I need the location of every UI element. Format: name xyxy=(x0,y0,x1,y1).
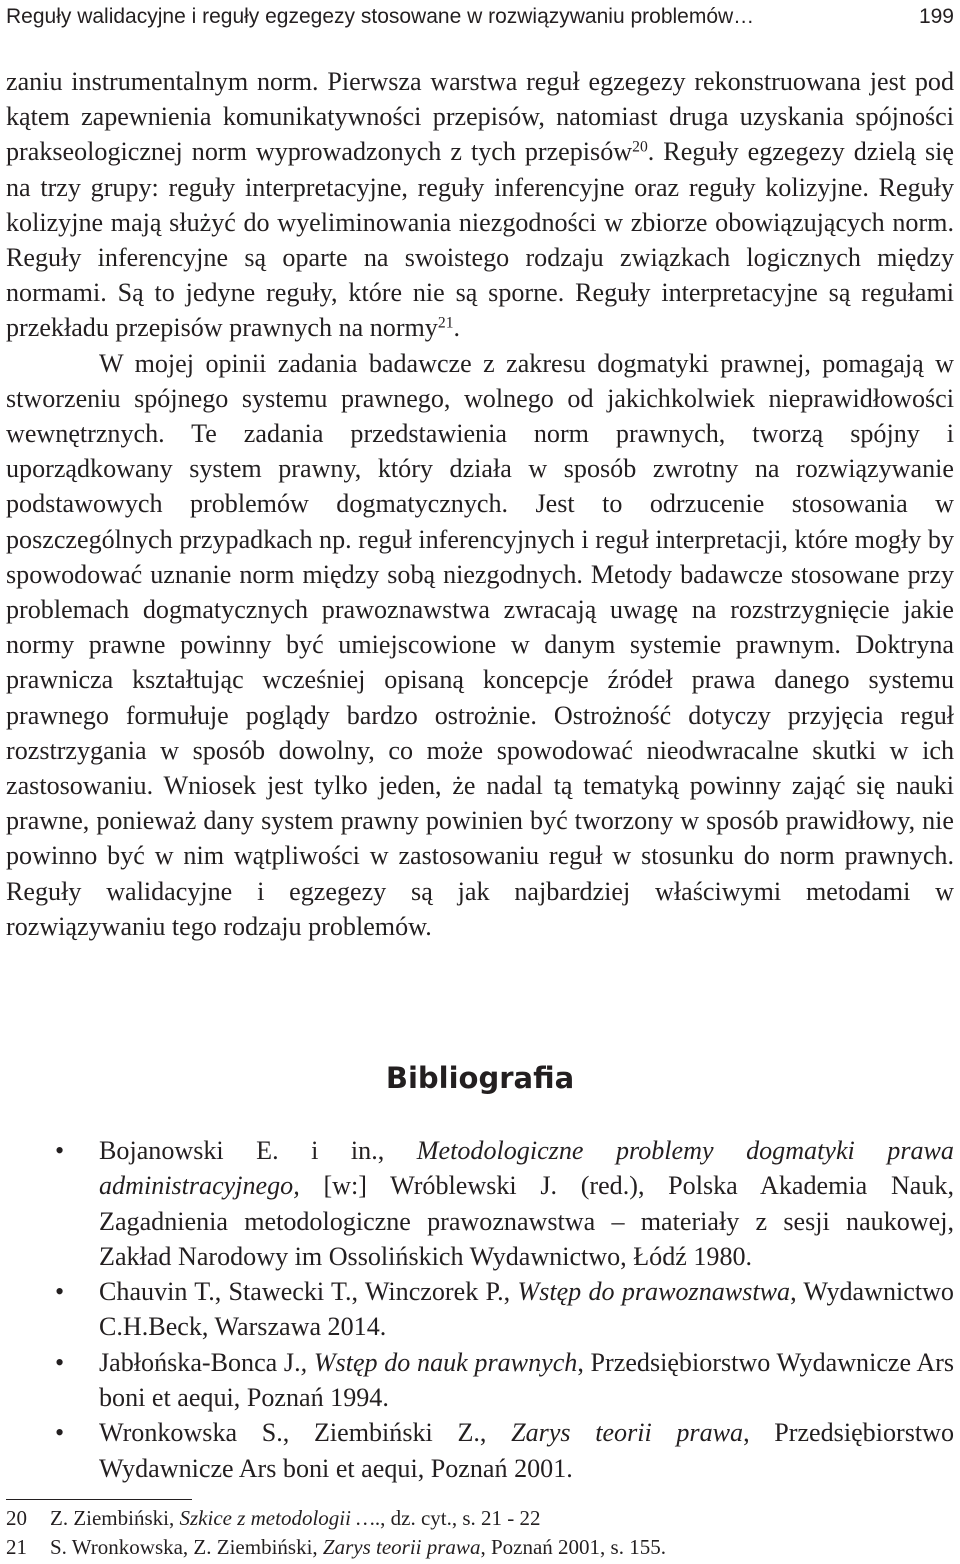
bullet-icon: • xyxy=(55,1136,65,1165)
bib-title: Zarys teorii prawa xyxy=(511,1418,744,1448)
bullet-icon: • xyxy=(55,1418,65,1448)
bibliography-entry xyxy=(0,1415,960,1486)
bib-authors: Bojanowski E. i in., xyxy=(99,1136,385,1165)
footnote-20 xyxy=(6,1504,954,1533)
footnote-ref-20[interactable]: 20 xyxy=(632,138,648,156)
footnote-ref-21[interactable]: 21 xyxy=(437,314,454,332)
footnote-number: 21 xyxy=(6,1535,27,1559)
footnote-separator xyxy=(6,1499,192,1500)
paragraph-1-text-c: . xyxy=(453,313,461,343)
bib-title: Wstęp do prawoznawstwa xyxy=(517,1277,791,1307)
page-number: 199 xyxy=(918,5,954,28)
bullet-icon: • xyxy=(55,1277,65,1307)
bib-publication: [w:] Wróblewski J. (red.), Polska Akademia Nauk, Zagadnienia metodologiczne prawoznawstwa – materiały z sesji naukowej, Zakład Narodowy im Ossolińskich Wydawnictwo, Łódź 1980. xyxy=(99,1171,954,1271)
bib-title: Metodologiczne problemy dogmatyki prawa administracyjnego, xyxy=(99,1136,954,1201)
bib-publication: , Wydawnictwo C.H.Beck, Warszawa 2014. xyxy=(99,1277,954,1342)
bibliography-entry xyxy=(0,1133,960,1274)
paragraph-1 xyxy=(6,64,954,346)
bib-publication: , Przedsiębiorstwo Wydawnicze Ars boni et aequi, Poznań 2001. xyxy=(99,1418,954,1483)
footnotes xyxy=(6,1504,954,1562)
paragraph-1-text-b: . Reguły egzegezy dzielą się na trzy grupy: reguły interpretacyjne, reguły inferencyjne oraz reguły kolizyjne. Reguły kolizyjne mają służyć do wyeliminowania niezgodności w zbiorze obowiązujących norm. Reguły inferencyjne są oparte na swoistego rodzaju związkach logicznych między normami. Są to jedyne reguły, które nie są sporne. Reguły interpretacyjne są regułami przekładu przepisów prawnych na normy xyxy=(6,137,954,343)
paragraph-1-text-a: zaniu instrumentalnym norm. Pierwsza warstwa reguł egzegezy rekonstruowana jest pod kątem zapewnienia komunikatywności przepisów, natomiast druga uzyskania spójności prakseologicznej norm wyprowadzonych z tych przepisów xyxy=(6,67,954,167)
footnote-author: Z. Ziembiński, xyxy=(50,1506,175,1530)
footnote-author: S. Wronkowska, Z. Ziembiński, xyxy=(50,1535,318,1559)
paragraph-2: W mojej opinii zadania badawcze z zakresu dogmatyki prawnej, pomagają w stworzeniu spójnego systemu prawnego, wolnego od jakichkolwiek nieprawidłowości wewnętrznych. Te zadania przedstawienia norm prawnych, tworzą spójny i uporządkowany system prawny, który działa w sposób zwrotny na rozwiązywanie podstawowych problemów dogmatycznych. Jest to odrzucenie stosowania w poszczególnych przypadkach np. reguł inferencyjnych i reguł interpretacji, które mogły by spowodować uznanie norm między sobą niezgodnych. Metody badawcze stosowane przy problemach dogmatycznych prawoznawstwa zwracają uwagę na rozstrzygnięcie jakie normy prawne powinny być umiejscowione w danym systemie prawnym. Doktryna prawnicza kształtując wcześniej opisaną koncepcje źródeł prawa danego systemu prawnego formułuje poglądy bardzo ostrożnie. Ostrożność dotyczy przyjęcia reguł rozstrzygania w sposób dowolny, co może spowodować nieodwracalne skutki w ich zastosowaniu. Wniosek jest tylko jeden, że nadal tą tematyką powinny zająć się nauki prawne, ponieważ dany system prawny powinien być tworzony w sposób prawidłowy, nie powinno być w nim wątpliwości w zastosowaniu reguł w stosunku do norm prawnych. Reguły walidacyjne i egzegezy są jak najbardziej właściwymi metodami w rozwiązywaniu tego rodzaju problemów. xyxy=(6,348,954,941)
bibliography-list xyxy=(0,1133,960,1486)
running-header xyxy=(6,0,954,36)
footnote-rest: ., dz. cyt., s. 21 - 22 xyxy=(374,1506,541,1530)
footnote-number: 20 xyxy=(6,1506,27,1530)
bibliography-entry xyxy=(0,1274,960,1345)
bibliography-entry xyxy=(0,1345,960,1416)
footnote-rest: , Poznań 2001, s. 155. xyxy=(480,1535,666,1559)
main-text xyxy=(6,64,954,944)
running-title: Reguły walidacyjne i reguły egzegezy stosowane w rozwiązywaniu problemów… xyxy=(6,5,755,28)
footnote-title: Zarys teorii prawa xyxy=(322,1535,481,1559)
bib-title: , Wstęp do nauk prawnych xyxy=(300,1347,578,1377)
bib-publication: , Przedsiębiorstwo Wydawnicze Ars boni et aequi, Poznań 1994. xyxy=(99,1347,955,1413)
bib-authors: Wronkowska S., Ziembiński Z., xyxy=(99,1418,487,1448)
footnote-21 xyxy=(6,1533,954,1562)
bullet-icon: • xyxy=(55,1347,65,1377)
bibliography-heading: Bibliografia xyxy=(385,1061,575,1095)
bib-authors: Jabłońska-Bonca J. xyxy=(99,1347,301,1377)
bib-authors: Chauvin T., Stawecki T., Winczorek P., xyxy=(99,1277,511,1307)
footnote-title: Szkice z metodologii … xyxy=(179,1506,375,1530)
